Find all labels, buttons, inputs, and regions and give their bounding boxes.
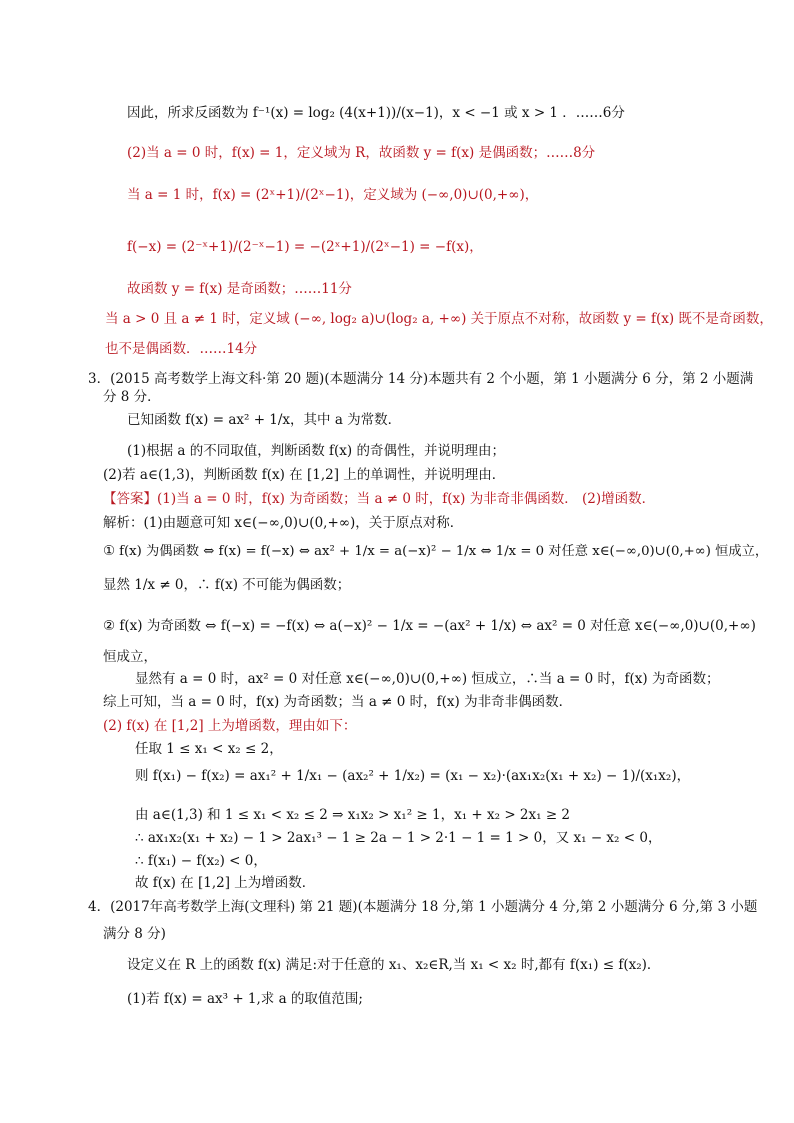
text-line: 故 f(x) 在 [1,2] 上为增函数． <box>135 875 316 891</box>
text-line: (2) f(x) 在 [1,2] 上为增函数，理由如下： <box>103 718 357 734</box>
problem-heading: 3．(2015 高考数学上海文科·第 20 题)(本题满分 14 分)本题共有 2 个小题，第 1 小题满分 6 分，第 2 小题满 <box>88 371 754 387</box>
text-line: 恒成立， <box>103 649 157 665</box>
text-line: (1)根据 a 的不同取值，判断函数 f(x) 的奇偶性，并说明理由； <box>127 443 505 459</box>
text-line: ∴ ax₁x₂(x₁ + x₂) − 1 > 2ax₁³ − 1 ≥ 2a − 1 > 2·1 − 1 = 1 > 0，又 x₁ − x₂ < 0， <box>135 830 662 846</box>
text-line: 设定义在 R 上的函数 f(x) 满足:对于任意的 x₁、x₂∈R,当 x₁ < x₂ 时,都有 f(x₁) ≤ f(x₂)． <box>127 957 661 973</box>
text-line: 当 a > 0 且 a ≠ 1 时，定义域 (−∞, log₂ a)∪(log₂ a, +∞) 关于原点不对称，故函数 y = f(x) 既不是奇函数， <box>105 311 773 327</box>
text-line: 则 f(x₁) − f(x₂) = ax₁² + 1/x₁ − (ax₂² + 1/x₂) = (x₁ − x₂)·(ax₁x₂(x₁ + x₂) − 1)/(x₁x₂)， <box>135 768 691 784</box>
text-line: 已知函数 f(x) = ax² + 1/x，其中 a 为常数． <box>127 412 402 428</box>
text-line: 显然 1/x ≠ 0，∴ f(x) 不可能为偶函数； <box>103 577 351 593</box>
text-line: 也不是偶函数．……14分 <box>105 341 258 357</box>
text-line: 由 a∈(1,3) 和 1 ≤ x₁ < x₂ ≤ 2 ⇒ x₁x₂ > x₁² ≥ 1，x₁ + x₂ > 2x₁ ≥ 2 <box>135 807 571 823</box>
text-line: ∴ f(x₁) − f(x₂) < 0， <box>135 853 267 869</box>
text-line: 分 8 分． <box>103 389 161 405</box>
answer-line: 【答案】(1)当 a = 0 时，f(x) 为奇函数；当 a ≠ 0 时，f(x) 为非奇非偶函数． (2)增函数． <box>103 491 656 507</box>
text-line: 综上可知，当 a = 0 时，f(x) 为奇函数；当 a ≠ 0 时，f(x) 为非奇非偶函数． <box>103 694 573 710</box>
text-line: ① f(x) 为偶函数 ⇔ f(x) = f(−x) ⇔ ax² + 1/x = a(−x)² − 1/x ⇔ 1/x = 0 对任意 x∈(−∞,0)∪(0,+∞) 恒成立， <box>103 544 769 559</box>
text-line: 任取 1 ≤ x₁ < x₂ ≤ 2， <box>135 741 283 757</box>
text-line: 满分 8 分) <box>103 926 166 942</box>
text-line: ② f(x) 为奇函数 ⇔ f(−x) = −f(x) ⇔ a(−x)² − 1/x = −(ax² + 1/x) ⇔ ax² = 0 对任意 x∈(−∞,0)∪(0,+∞) <box>103 618 756 634</box>
text-line: 故函数 y = f(x) 是奇函数；……11分 <box>127 281 352 297</box>
text-line: f(−x) = (2⁻ˣ+1)/(2⁻ˣ−1) = −(2ˣ+1)/(2ˣ−1) = −f(x)， <box>127 239 483 255</box>
text-line: 因此，所求反函数为 f⁻¹(x) = log₂ (4(x+1))/(x−1)，x < −1 或 x > 1 ．……6分 <box>127 105 625 121</box>
text-line: 显然有 a = 0 时，ax² = 0 对任意 x∈(−∞,0)∪(0,+∞) 恒成立，∴当 a = 0 时，f(x) 为奇函数； <box>135 671 720 687</box>
text-line: (1)若 f(x) = ax³ + 1,求 a 的取值范围; <box>127 991 363 1007</box>
text-line: (2)若 a∈(1,3)，判断函数 f(x) 在 [1,2] 上的单调性，并说明理由． <box>103 467 506 483</box>
problem-heading: 4．(2017年高考数学上海(文理科) 第 21 题)(本题满分 18 分,第 1 小题满分 4 分,第 2 小题满分 6 分,第 3 小题 <box>88 899 758 915</box>
text-line: (2)当 a = 0 时，f(x) = 1，定义域为 R，故函数 y = f(x) 是偶函数；……8分 <box>127 145 596 161</box>
text-line: 解析：(1)由题意可知 x∈(−∞,0)∪(0,+∞)，关于原点对称． <box>103 515 464 531</box>
text-line: 当 a = 1 时，f(x) = (2ˣ+1)/(2ˣ−1)，定义域为 (−∞,0)∪(0,+∞)， <box>127 187 539 203</box>
